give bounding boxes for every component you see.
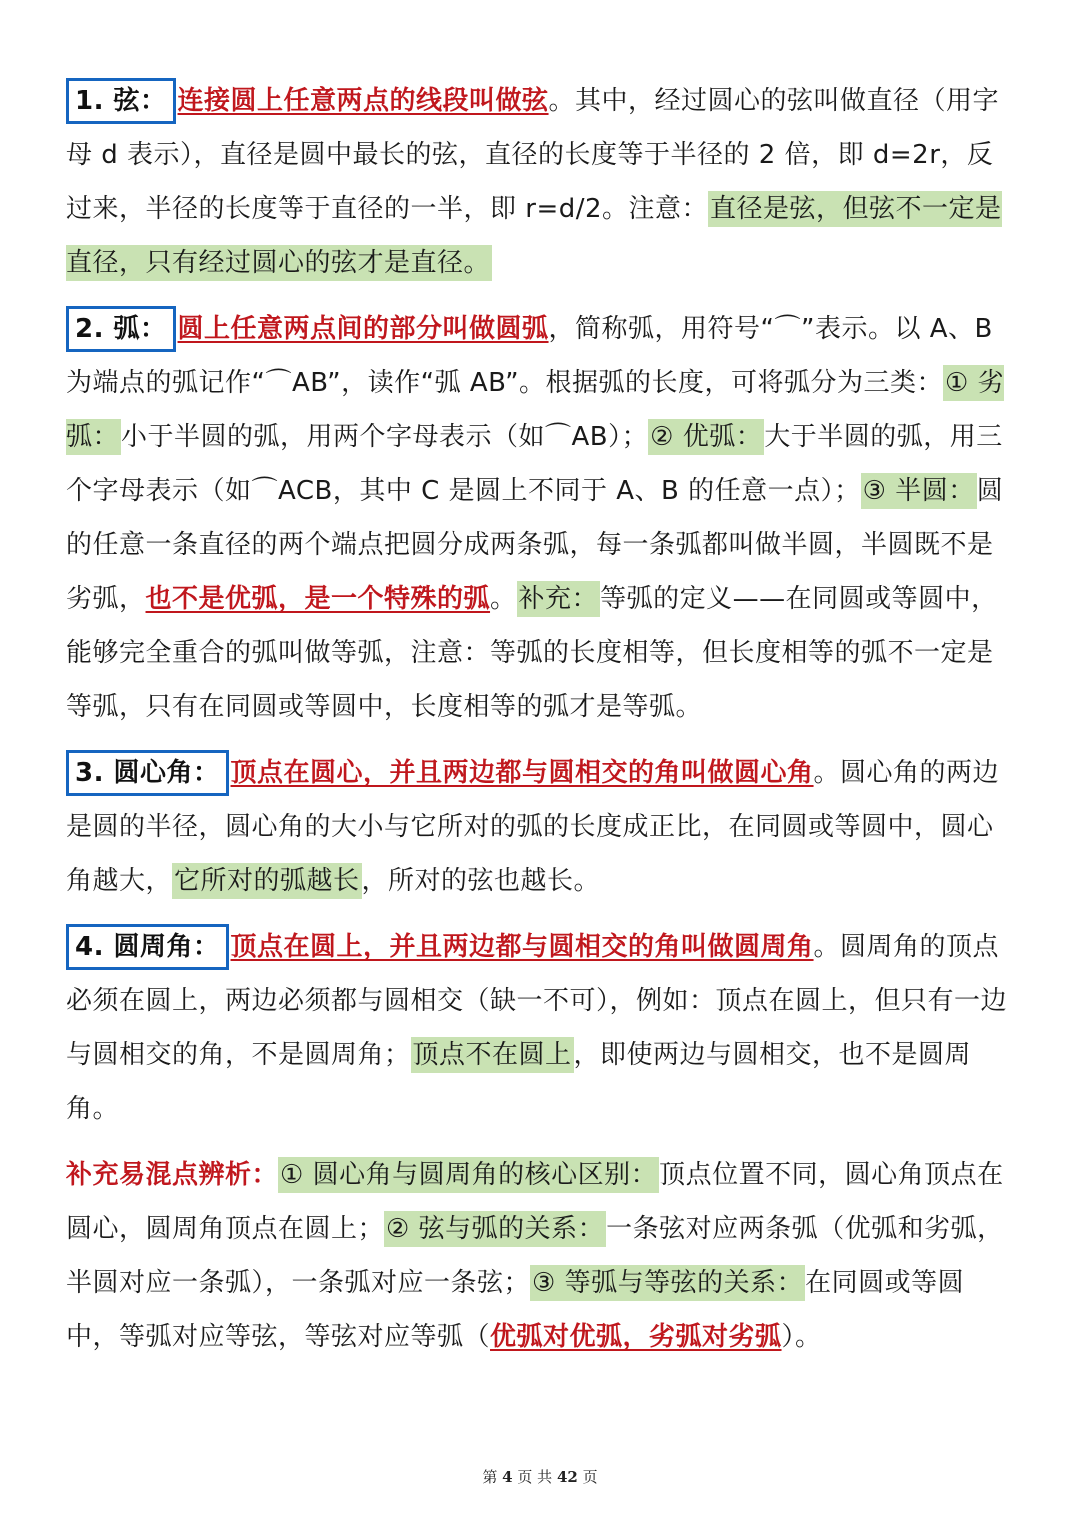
inscribed-angle-definition: 顶点在圆上，并且两边都与圆相交的角叫做圆周角: [230, 932, 814, 962]
central-angle-text-2: ，所对的弦也越长。: [361, 866, 601, 896]
arc-highlight-supplement: 补充：: [517, 581, 601, 617]
chord-text-1: 。其中，经过圆心的弦叫做直径（用字母 d 表示），直径是圆中最长的弦，直径的长度等于半径的 2 倍，即 d=2r，反过来，半径的长度等于直径的一半，即 r=d/2。注意：: [66, 86, 1000, 224]
central-angle-definition: 顶点在圆心，并且两边都与圆相交的角叫做圆心角: [230, 758, 814, 788]
arc-text-3: 大于半圆的弧，用三个字母表示（如⌒ACB，其中 C 是圆上不同于 A、B 的任意一点）；: [66, 422, 1003, 506]
footer-prefix: 第: [482, 1468, 498, 1486]
section-confusion-points: [66, 1148, 1016, 1364]
arc-text-4: 圆的任意一条直径的两个端点把圆分成两条弧，每一条弧都叫做半圆，半圆既不是劣弧，: [66, 476, 1004, 614]
arc-highlight-minor: ① 劣弧：: [66, 365, 1004, 455]
section-inscribed-angle: [66, 920, 1016, 1136]
confusion-text-1: 顶点位置不同，圆心角顶点在圆心，圆周角顶点在圆上；: [66, 1160, 1004, 1244]
arc-highlight-semicircle: ③ 半圆：: [861, 473, 977, 509]
inscribed-angle-highlight: 顶点不在圆上: [411, 1037, 574, 1073]
confusion-text-3: 在同圆或等圆中，等弧对应等弦，等弦对应等弧（: [66, 1268, 965, 1352]
footer-suffix: 页: [582, 1468, 598, 1486]
arc-red-emphasis: 也不是优弧，是一个特殊的弧: [145, 584, 491, 614]
arc-text-1: ，简称弧，用符号“⌒”表示。以 A、B 为端点的弧记作“⌒AB”，读作“弧 AB”。根据弧的长度，可将弧分为三类：: [66, 314, 993, 398]
footer-mid: 页 共: [517, 1468, 553, 1486]
arc-definition: 圆上任意两点间的部分叫做圆弧: [177, 314, 549, 344]
section-chord: [66, 74, 1016, 290]
arc-text-2: 小于半圆的弧，用两个字母表示（如⌒AB）；: [121, 422, 649, 452]
confusion-text-4: ）。: [781, 1322, 822, 1352]
central-angle-text-1: 。圆心角的两边是圆的半径，圆心角的大小与它所对的弧的长度成正比，在同圆或等圆中，圆心角越大，: [66, 758, 1000, 896]
arc-text-5: 。: [490, 584, 517, 614]
section-arc: [66, 302, 1016, 734]
chord-definition: 连接圆上任意两点的线段叫做弦: [177, 86, 549, 116]
chord-highlight-1: 直径是弦，但弦不一定是直径，只有经过圆心的弦才是直径。: [66, 191, 1002, 281]
central-angle-highlight: 它所对的弧越长: [172, 863, 362, 899]
confusion-highlight-2: ② 弦与弧的关系：: [384, 1211, 606, 1247]
section-number-4: 4. 圆周角：: [66, 924, 229, 970]
arc-highlight-major: ② 优弧：: [648, 419, 764, 455]
section-number-1: 1. 弦：: [66, 78, 176, 124]
arc-text-6: 等弧的定义——在同圆或等圆中，能够完全重合的弧叫做等弧，注意：等弧的长度相等，但长度相等的弧不一定是等弧，只有在同圆或等圆中，长度相等的弧才是等弧。: [66, 584, 998, 722]
inscribed-angle-text-2: ，即使两边与圆相交，也不是圆周角。: [66, 1040, 972, 1124]
footer-page-number: 4: [502, 1468, 513, 1486]
section-central-angle: [66, 746, 1016, 908]
footer-total-pages: 42: [556, 1468, 578, 1486]
section-number-3: 3. 圆心角：: [66, 750, 229, 796]
page-footer: [0, 1466, 1080, 1487]
section-number-2: 2. 弧：: [66, 306, 176, 352]
confusion-highlight-1: ① 圆心角与圆周角的核心区别：: [278, 1157, 659, 1193]
confusion-red-emphasis: 优弧对优弧，劣弧对劣弧: [490, 1322, 782, 1352]
confusion-title: 补充易混点辨析：: [66, 1160, 279, 1190]
confusion-text-2: 一条弦对应两条弧（优弧和劣弧，半圆对应一条弧），一条弧对应一条弦；: [66, 1214, 1004, 1298]
inscribed-angle-text-1: 。圆周角的顶点必须在圆上，两边必须都与圆相交（缺一不可），例如：顶点在圆上，但只有一边与圆相交的角，不是圆周角；: [66, 932, 1008, 1070]
confusion-highlight-3: ③ 等弧与等弦的关系：: [530, 1265, 805, 1301]
